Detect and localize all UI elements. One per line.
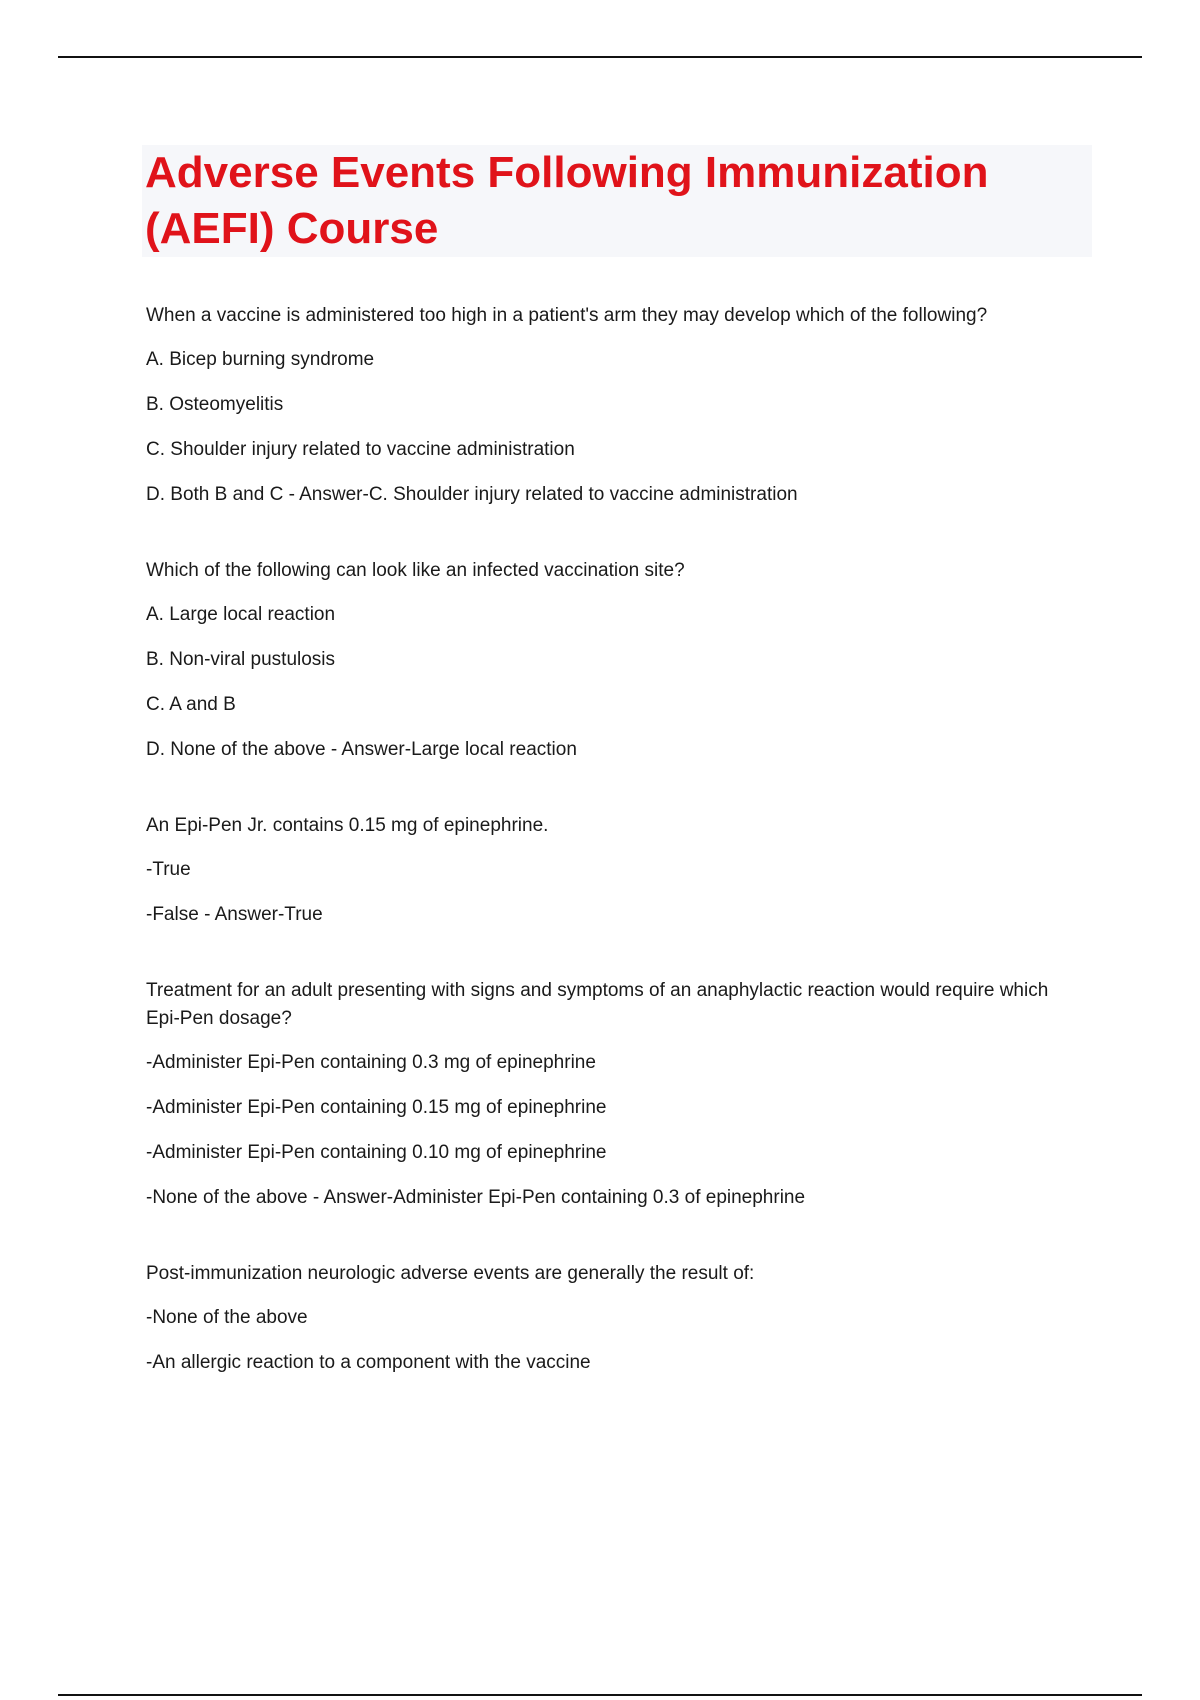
answer-option: -Administer Epi-Pen containing 0.3 mg of epinephrine — [146, 1052, 596, 1073]
answer-option: -An allergic reaction to a component with the vaccine — [146, 1352, 591, 1373]
answer-option: B. Osteomyelitis — [146, 394, 284, 415]
header-rule — [58, 56, 1142, 58]
answer-option: -None of the above — [146, 1307, 308, 1328]
question-4 — [146, 977, 1076, 1212]
question-5 — [146, 1260, 1076, 1377]
question-text: Which of the following can look like an infected vaccination site? — [146, 560, 685, 581]
question-text: When a vaccine is administered too high in a patient's arm they may develop which of the following? — [146, 305, 988, 326]
question-text: Post-immunization neurologic adverse events are generally the result of: — [146, 1263, 755, 1284]
answer-option: -None of the above - Answer-Administer Epi-Pen containing 0.3 of epinephrine — [146, 1187, 806, 1208]
answer-option: C. Shoulder injury related to vaccine administration — [146, 439, 575, 460]
answer-option: D. Both B and C - Answer-C. Shoulder injury related to vaccine administration — [146, 484, 798, 505]
question-list — [146, 302, 1076, 1425]
answer-option: B. Non-viral pustulosis — [146, 649, 336, 670]
answer-option: -Administer Epi-Pen containing 0.15 mg of epinephrine — [146, 1097, 607, 1118]
document-title — [142, 145, 1092, 257]
answer-option: C. A and B — [146, 694, 236, 715]
answer-option: D. None of the above - Answer-Large local reaction — [146, 739, 577, 760]
document-title-line-2: (AEFI) Course — [145, 204, 439, 253]
question-text: Treatment for an adult presenting with signs and symptoms of an anaphylactic reaction would require which Epi-Pen dosage? — [146, 980, 1049, 1029]
answer-option: -Administer Epi-Pen containing 0.10 mg of epinephrine — [146, 1142, 607, 1163]
answer-option: A. Large local reaction — [146, 604, 336, 625]
document-title-line-1: Adverse Events Following Immunization — [145, 148, 989, 197]
answer-option: A. Bicep burning syndrome — [146, 349, 375, 370]
question-1 — [146, 302, 1076, 509]
question-3 — [146, 812, 1076, 929]
answer-option: -True — [146, 859, 191, 880]
footer-rule — [58, 1694, 1142, 1696]
document-title-block — [142, 145, 1092, 257]
question-2 — [146, 557, 1076, 764]
question-text: An Epi-Pen Jr. contains 0.15 mg of epinephrine. — [146, 815, 549, 836]
answer-option: -False - Answer-True — [146, 904, 323, 925]
